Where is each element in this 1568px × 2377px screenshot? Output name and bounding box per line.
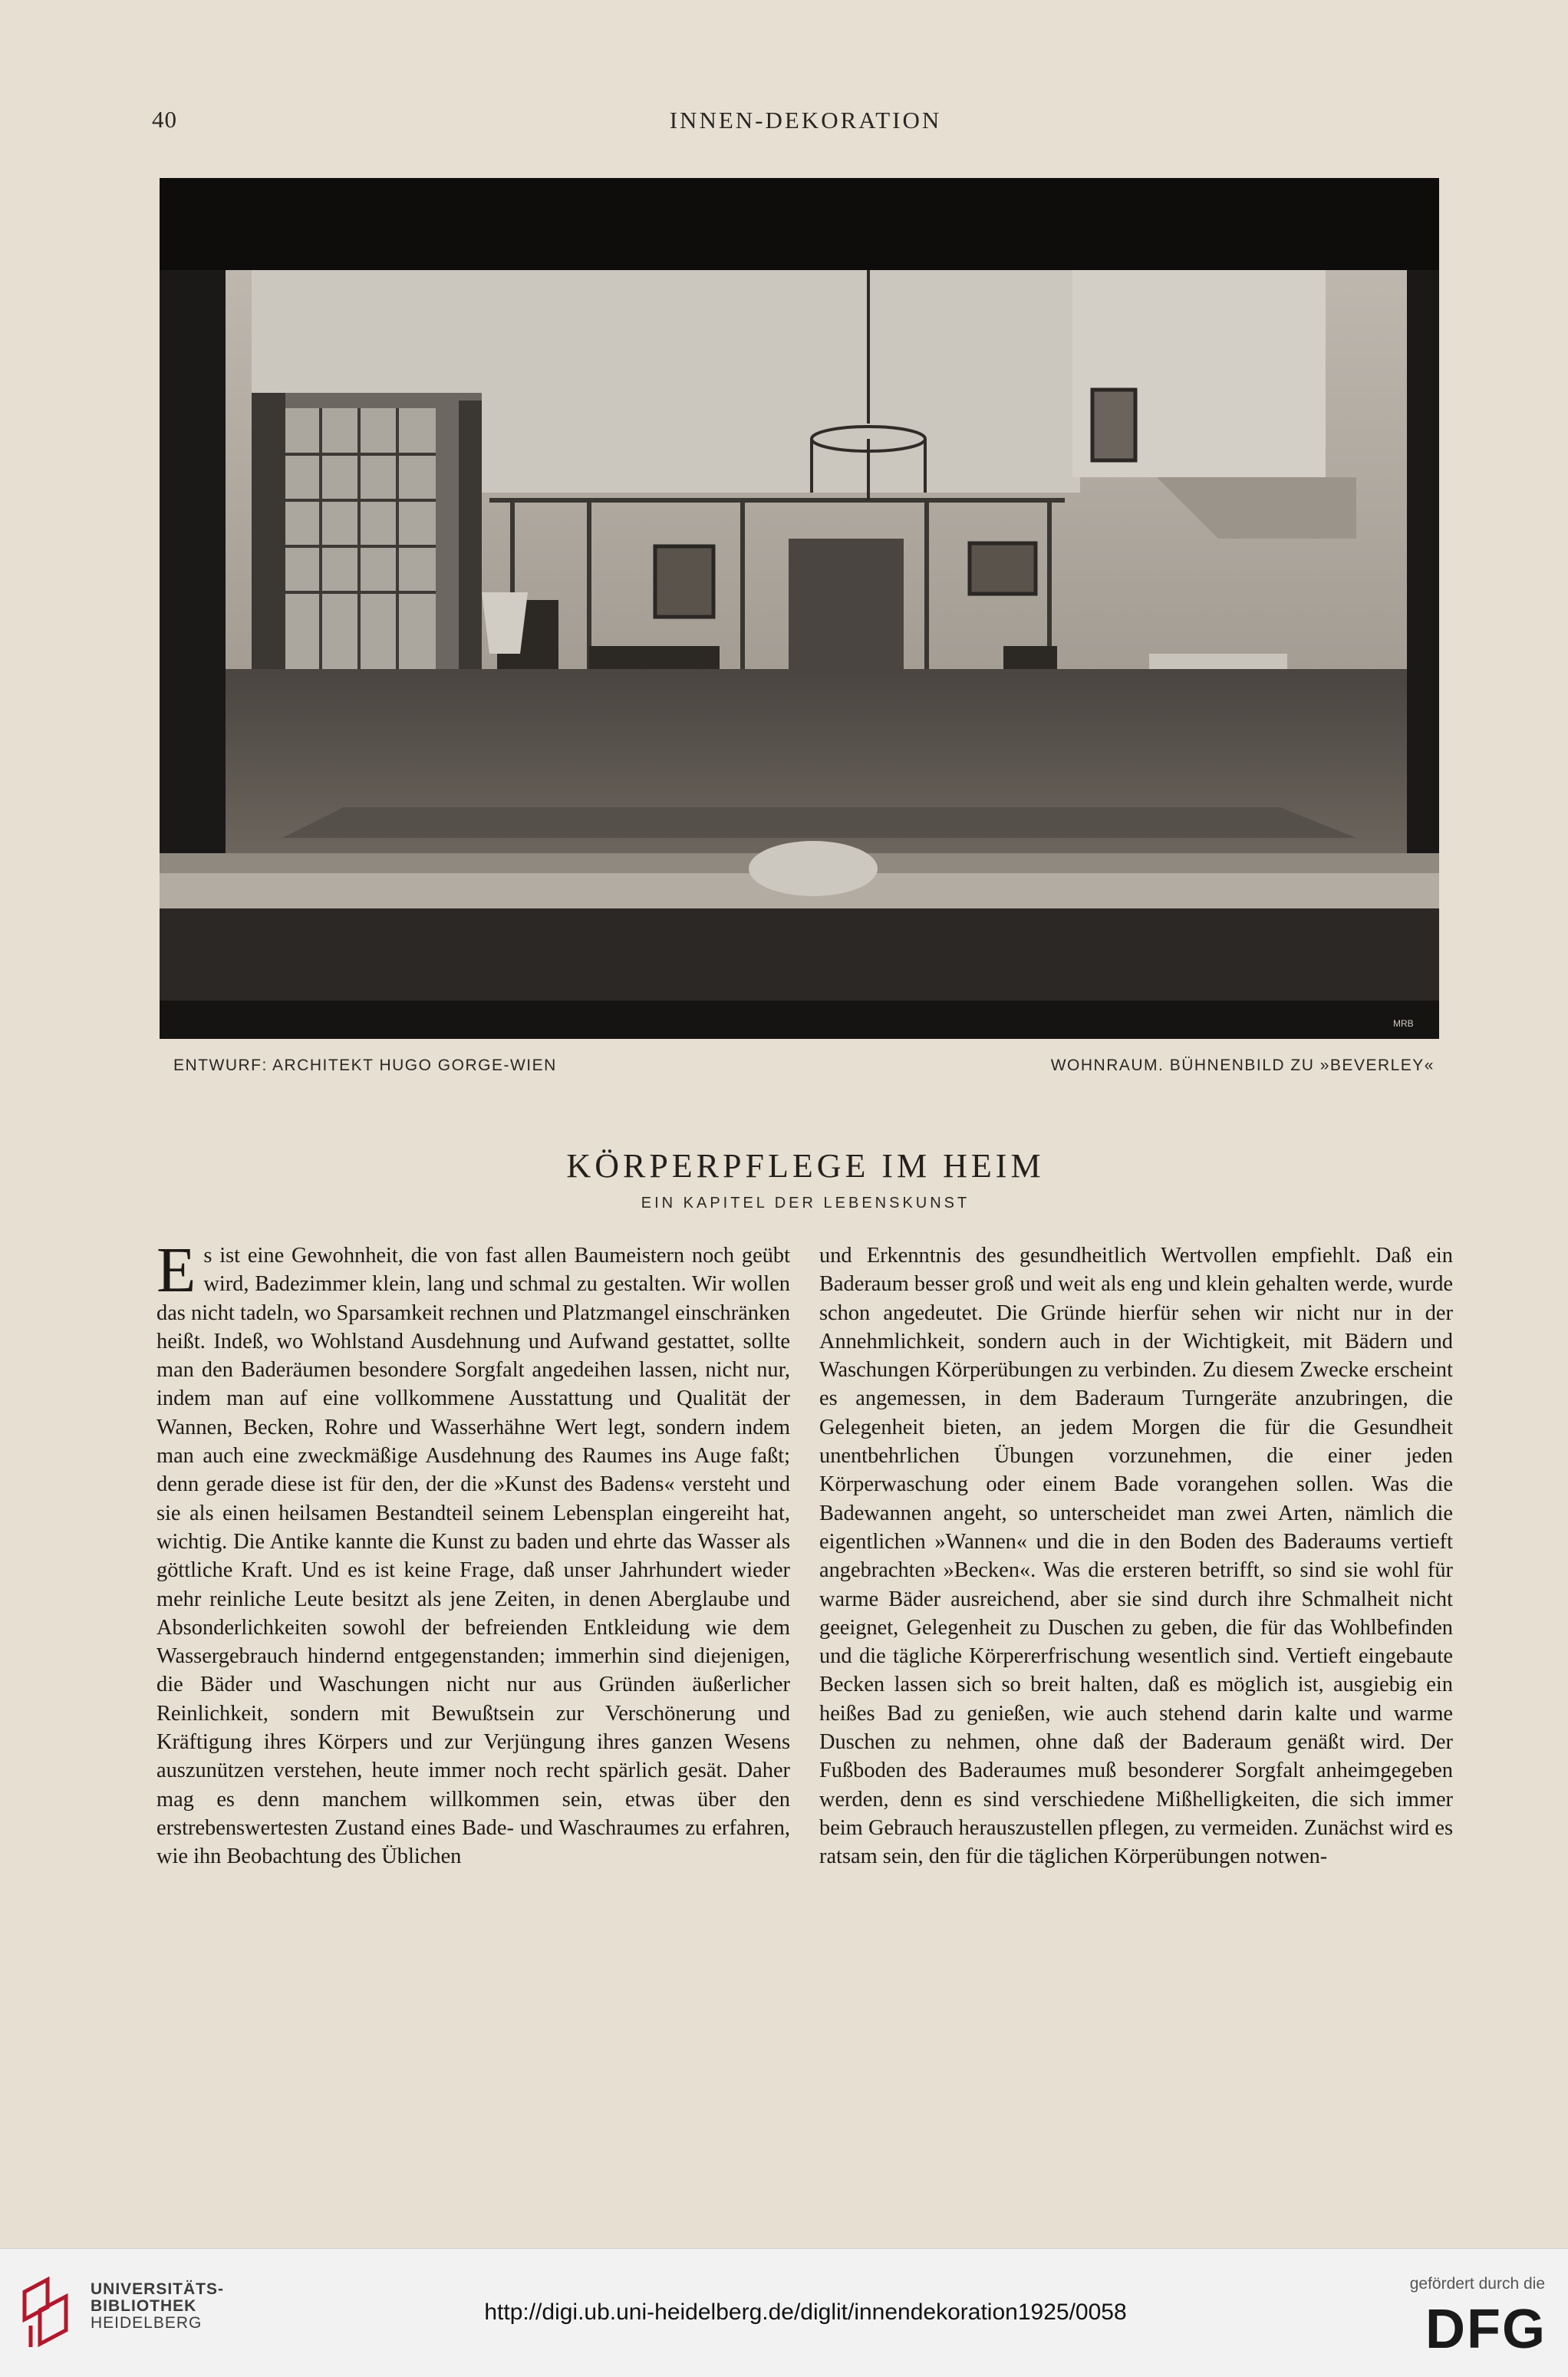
article-title: KÖRPERPFLEGE IM HEIM [566,1147,1045,1185]
caption-right: WOHNRAUM. BÜHNENBILD ZU »BEVERLEY« [1050,1057,1435,1074]
drop-cap: E [156,1235,196,1306]
library-name[interactable] [91,2281,224,2332]
library-line-3: HEIDELBERG [91,2314,203,2332]
viewer-footer [0,2248,1568,2377]
funding-text: gefördert durch die [1409,2275,1545,2293]
library-line-1: UNIVERSITÄTS- [91,2280,225,2298]
library-line-2: BIBLIOTHEK [91,2297,197,2315]
university-library-logo-icon [17,2276,74,2350]
dfg-logo[interactable]: DFG [1425,2299,1547,2360]
column-2-text: und Erkenntnis des gesundheitlich Wertvollen empfiehlt. Daß ein Baderaum besser groß und weit als eng und klein gehalten werde, wurde schon angedeutet. Die Gründe hierfür sehen wir nicht nur in der Annehmlichkeit, sondern auch in der Wichtigkeit, mit Bädern und Waschungen Körperübungen zu verbinden. Zu diesem Zwecke erscheint es angemessen, in dem Baderaum Turngeräte anzubringen, die Gelegenheit bieten, an jedem Morgen die für die Gesundheit unentbehrlichen Übungen vorzunehmen, die einer jeden Körperwaschung oder einem Bade vorangehen sollen. Was die Badewannen angeht, so unterscheidet man zwei Arten, nämlich die eigentlichen »Wannen« und die in den Boden des Baderaums vertieft angebrachten »Becken«. Was die ersteren betrifft, so sind sie wohl für warme Bäder ausreichend, aber sie sind durch ihre Schmalheit nicht geeignet, Gelegenheit zu Duschen zu geben, die für das Wohlbefinden und die tägliche Körpererfrischung wesentlich sind. Vertieft eingebaute Becken lassen sich so breit halten, daß es möglich ist, ausgiebig ein heißes Bad zu genießen, wie auch stehend darin kalte und warme Duschen zu nehmen, ohne daß der Baderaum genäßt wird. Der Fußboden des Baderaumes muß besonderer Sorgfalt anheimgegeben werden, denn es sind verschiedene Mißhelligkeiten, die sich immer beim Gebrauch herauszustellen pflegen, zu vermeiden. Zunächst wird es ratsam sein, den für die täglichen Körperübungen notwen- [819,1244,1453,1869]
permalink-url[interactable]: http://digi.ub.uni-heidelberg.de/diglit/innendekoration1925/0058 [484,2300,1127,2325]
text-column-1 [156,1235,790,1871]
page-number: 40 [152,106,177,133]
photo-mark: MRB [1393,1018,1414,1029]
running-head-title: INNEN-DEKORATION [669,107,942,134]
stage-photograph-drawing [160,178,1439,1039]
caption-left: ENTWURF: ARCHITEKT HUGO GORGE-WIEN [173,1057,557,1074]
column-1-paragraph [156,1235,790,1871]
article-subtitle: EIN KAPITEL DER LEBENSKUNST [641,1195,970,1212]
stage-photograph [160,178,1439,1039]
column-1-text: s ist eine Gewohnheit, die von fast allen Baumeistern noch geübt wird, Badezimmer klein, lang und schmal zu gestalten. Wir wollen das nicht tadeln, wo Sparsamkeit rechnen und Platzmangel einschränken heißt. Indeß, wo Wohlstand Ausdehnung und Aufwand gestattet, sollte man den Baderäumen besondere Sorgfalt angedeihen lassen, nicht nur, indem man auf eine vollkommene Ausstattung und Qualität der Wannen, Becken, Rohre und Wasserhähne Wert legt, sondern indem man auch eine zweckmäßige Ausdehnung des Raumes ins Auge faßt; denn gerade diese ist für den, der die »Kunst des Badens« versteht und sie als einen heilsamen Bestandteil seinem Lebensplan eingereiht hat, wichtig. Die Antike kannte die Kunst zu baden und ehrte das Wasser als göttliche Kraft. Und es ist keine Frage, daß unser Jahrhundert wieder mehr reinliche Leute besitzt als jene Zeiten, in denen Aberglaube und Absonderlichkeiten sowohl der befreienden Entkleidung wie dem Wassergebrauch hindernd entgegenstanden; immerhin sind diejenigen, die Bäder und Waschungen nicht nur aus Gründen äußerlicher Reinlichkeit, sondern mit Bewußtsein zur Verschönerung und Kräftigung ihres Körpers und zur Verjüngung ihres ganzen Wesens auszunützen verstehen, heute immer noch recht spärlich gesät. Daher mag es denn manchem willkommen sein, etwas über den erstrebenswertesten Zustand eines Bade- und Waschraumes zu erfahren, wie ihn Beobachtung des Üblichen [156,1244,790,1869]
text-column-2 [819,1241,1453,1871]
